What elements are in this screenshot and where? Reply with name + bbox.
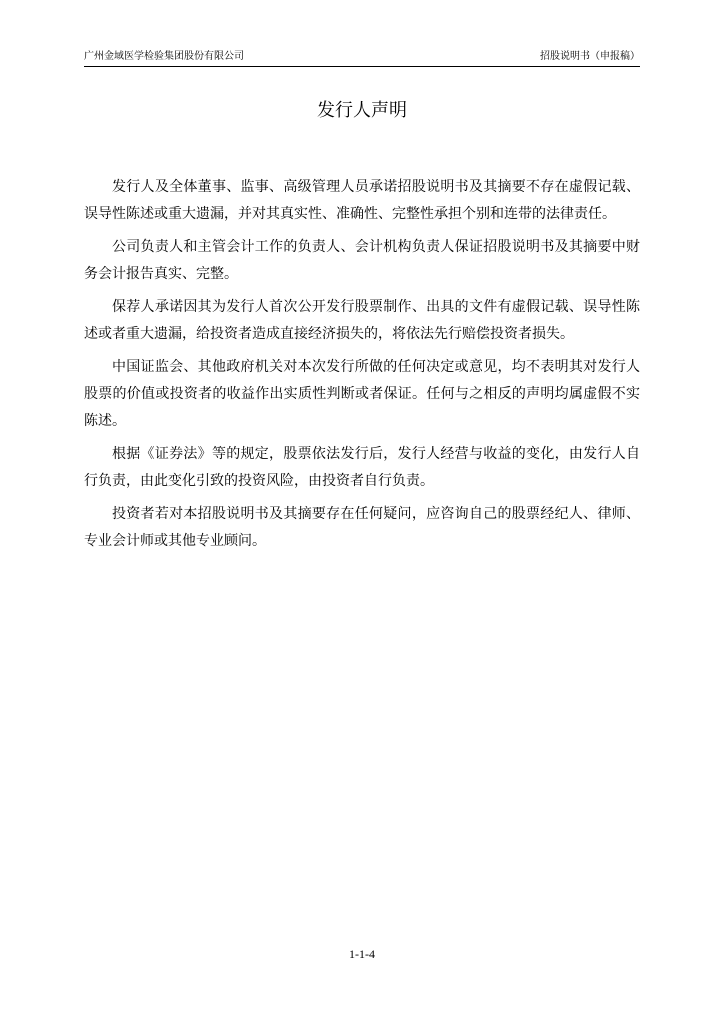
statement-body	[84, 174, 640, 561]
paragraph-1: 发行人及全体董事、监事、高级管理人员承诺招股说明书及其摘要不存在虚假记载、误导性陈述或重大遗漏，并对其真实性、准确性、完整性承担个别和连带的法律责任。	[84, 179, 640, 222]
paragraph-5: 根据《证券法》等的规定，股票依法发行后，发行人经营与收益的变化，由发行人自行负责，由此变化引致的投资风险，由投资者自行负责。	[84, 446, 640, 489]
header-document-type: 招股说明书（申报稿）	[540, 51, 640, 62]
page-title: 发行人声明	[317, 100, 407, 121]
paragraph-6: 投资者若对本招股说明书及其摘要存在任何疑问，应咨询自己的股票经纪人、律师、专业会计师或其他专业顾问。	[84, 506, 640, 549]
page-number: 1-1-4	[349, 947, 375, 961]
paragraph-3: 保荐人承诺因其为发行人首次公开发行股票制作、出具的文件有虚假记载、误导性陈述或者重大遗漏，给投资者造成直接经济损失的，将依法先行赔偿投资者损失。	[84, 299, 640, 342]
header-company-name: 广州金域医学检验集团股份有限公司	[84, 51, 244, 62]
page-header	[84, 50, 640, 67]
paragraph-2: 公司负责人和主管会计工作的负责人、会计机构负责人保证招股说明书及其摘要中财务会计报告真实、完整。	[84, 239, 640, 282]
paragraph-4: 中国证监会、其他政府机关对本次发行所做的任何决定或意见，均不表明其对发行人股票的价值或投资者的收益作出实质性判断或者保证。任何与之相反的声明均属虚假不实陈述。	[84, 359, 640, 429]
